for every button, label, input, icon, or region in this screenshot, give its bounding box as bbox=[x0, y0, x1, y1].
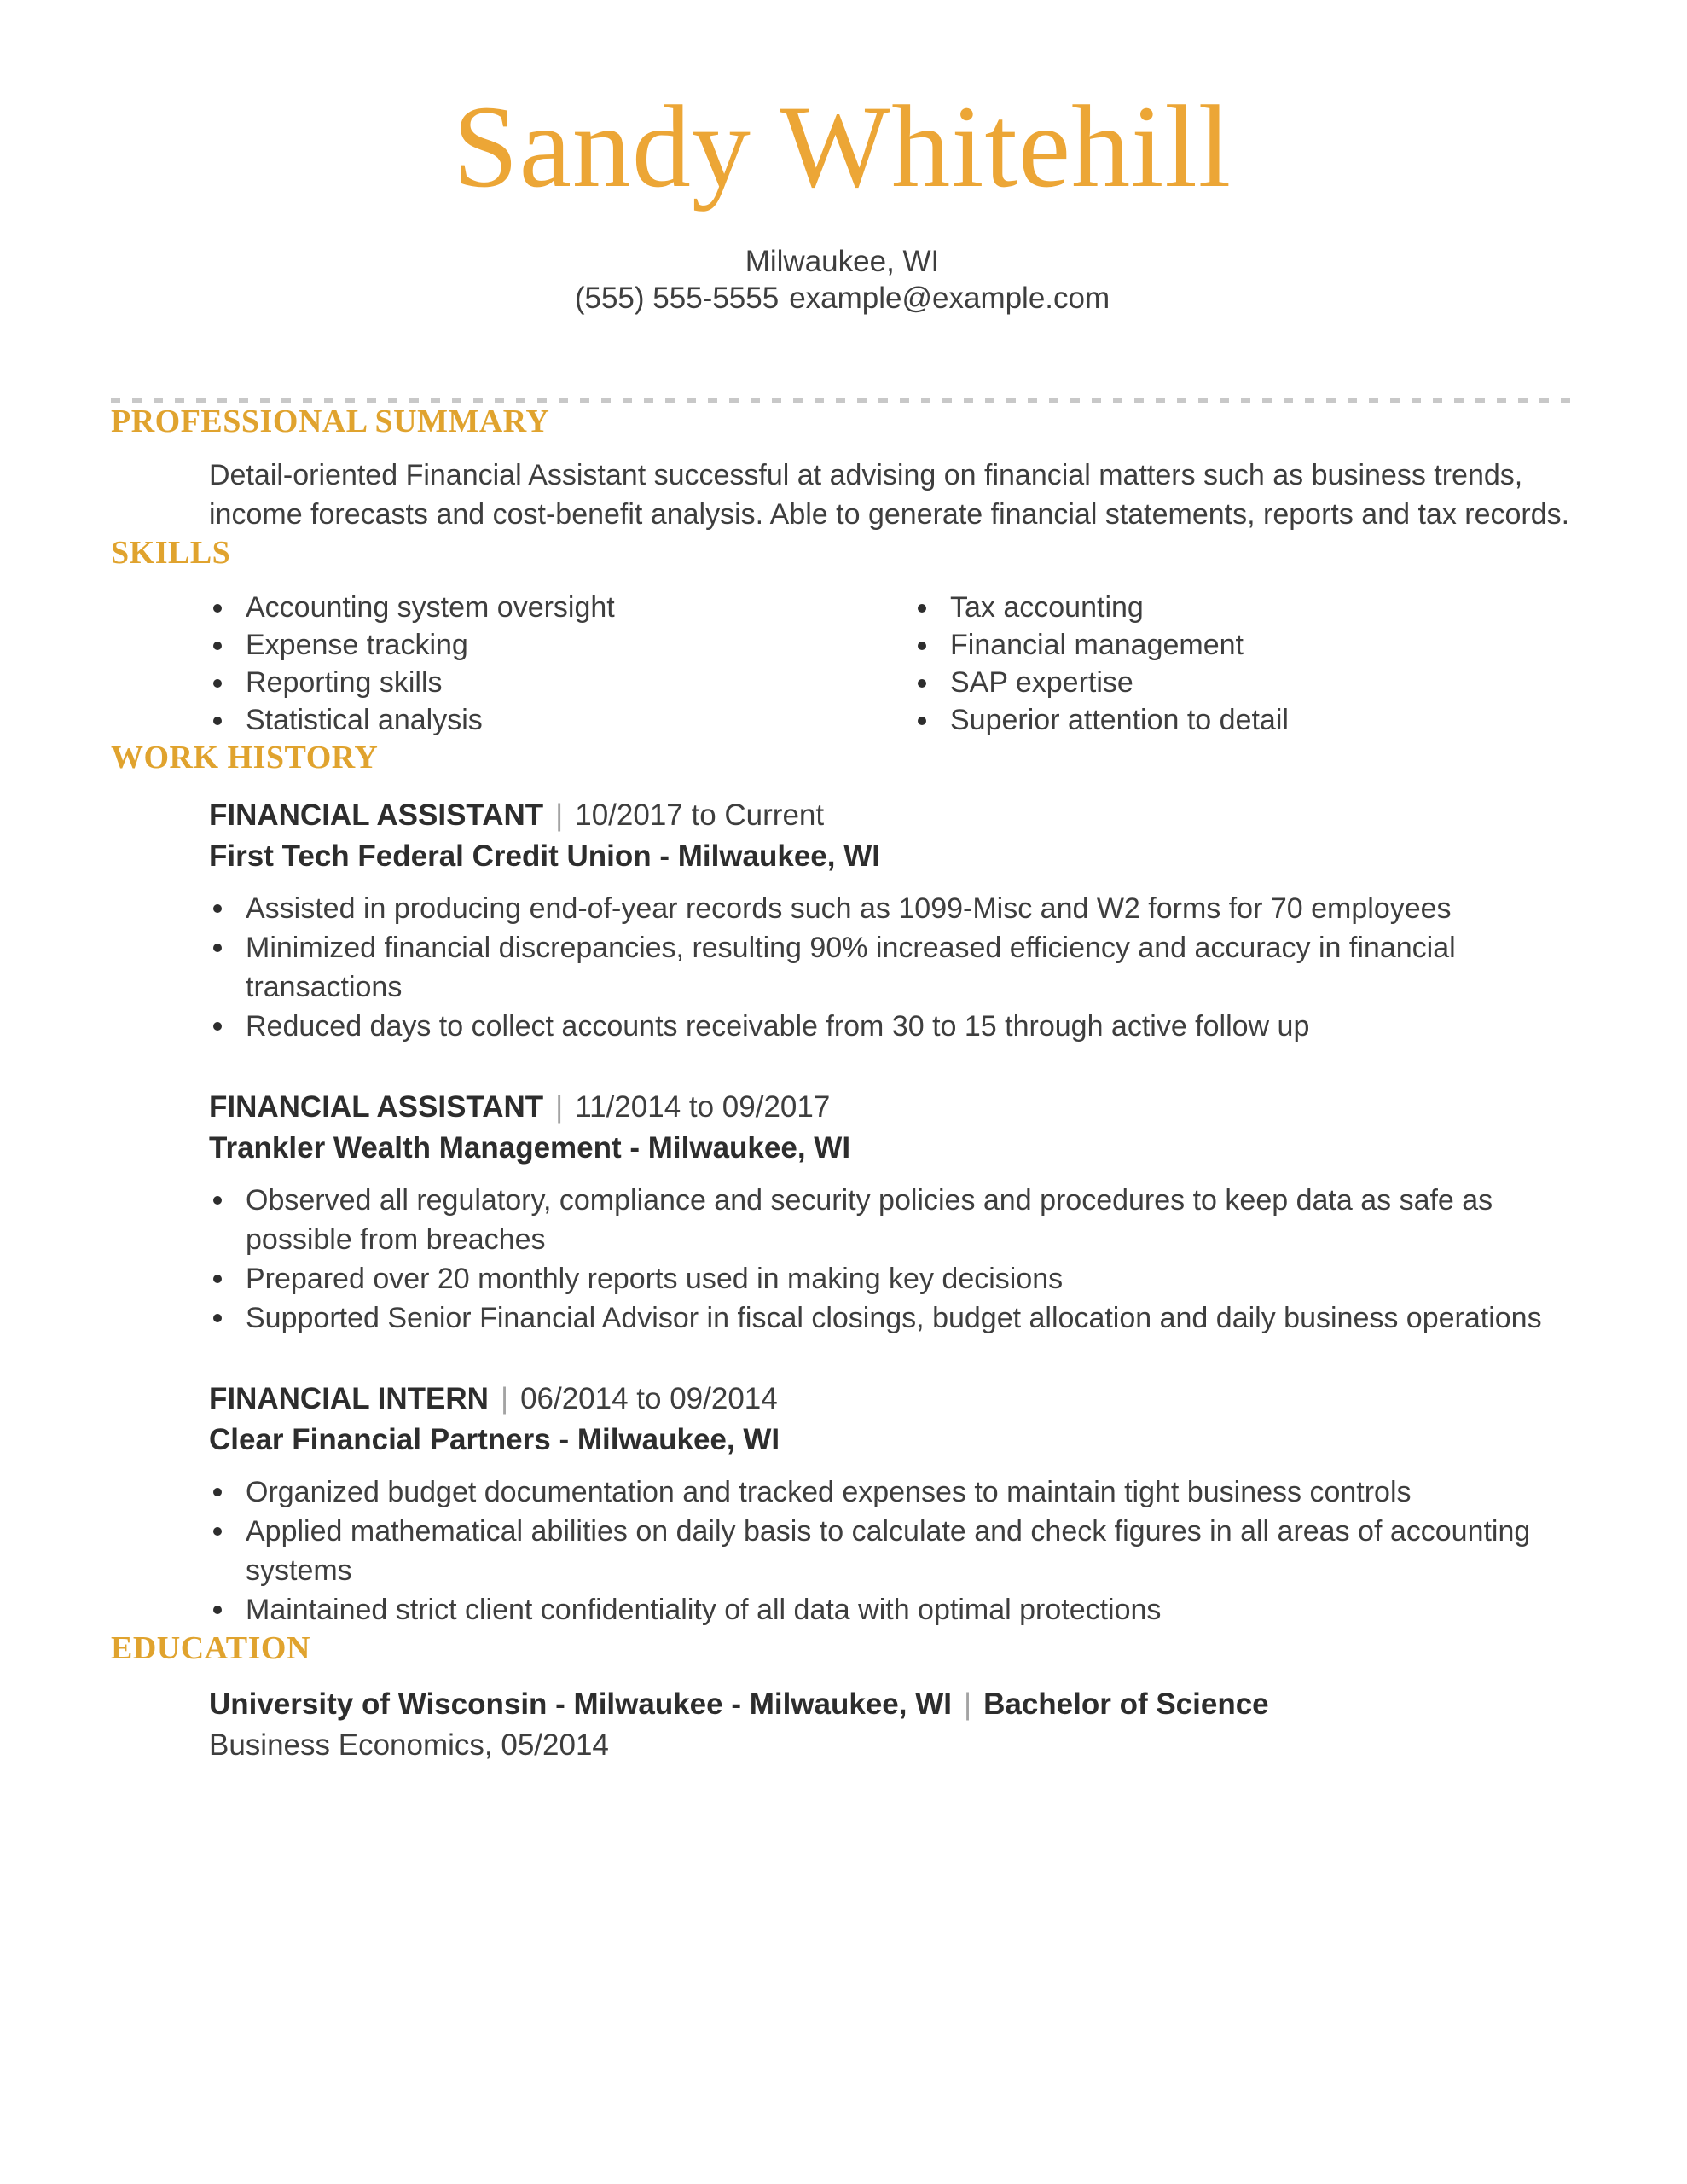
job-title-line bbox=[209, 795, 1574, 836]
skill-item: SAP expertise bbox=[913, 664, 1574, 701]
job-bullet: Prepared over 20 monthly reports used in making key decisions bbox=[209, 1259, 1574, 1298]
education-degree: Bachelor of Science bbox=[983, 1687, 1269, 1721]
job-bullet: Organized budget documentation and tracked expenses to maintain tight business controls bbox=[209, 1472, 1574, 1512]
job-dates: 11/2014 to 09/2017 bbox=[575, 1090, 831, 1124]
job-bullet-list bbox=[209, 1181, 1574, 1338]
job-bullet-list bbox=[209, 1472, 1574, 1629]
summary-text: Detail-oriented Financial Assistant successful at advising on financial matters such as business trends, income forecasts and cost-benefit analysis. Able to generate financial statements, reports and tax records. bbox=[209, 459, 1570, 531]
job-role: FINANCIAL INTERN bbox=[209, 1382, 489, 1415]
job-bullet: Maintained strict client confidentiality of all data with optimal protections bbox=[209, 1590, 1574, 1629]
contact-email: example@example.com bbox=[789, 282, 1110, 315]
job-dates: 10/2017 to Current bbox=[575, 799, 825, 832]
job-dates: 06/2014 to 09/2014 bbox=[520, 1382, 778, 1415]
education-entry bbox=[209, 1684, 1574, 1766]
contact-location: Milwaukee, WI bbox=[745, 245, 940, 278]
education-school: University of Wisconsin - Milwaukee - Milwaukee, WI bbox=[209, 1687, 952, 1721]
skills-list-right bbox=[913, 589, 1574, 739]
skill-item: Statistical analysis bbox=[209, 701, 913, 739]
job-role: FINANCIAL ASSISTANT bbox=[209, 1090, 544, 1124]
job-bullet: Supported Senior Financial Advisor in fiscal closings, budget allocation and daily business operations bbox=[209, 1298, 1574, 1338]
job-company: Clear Financial Partners - Milwaukee, WI bbox=[209, 1423, 780, 1456]
skill-item: Expense tracking bbox=[209, 626, 913, 664]
job-bullet: Minimized financial discrepancies, resulting 90% increased efficiency and accuracy in financial transactions bbox=[209, 928, 1574, 1007]
skills-list-left bbox=[209, 589, 913, 739]
skill-item: Accounting system oversight bbox=[209, 589, 913, 626]
job-bullet: Applied mathematical abilities on daily basis to calculate and check figures in all areas of accounting systems bbox=[209, 1512, 1574, 1590]
job-title-line bbox=[209, 1379, 1574, 1420]
job-bullet: Reduced days to collect accounts receivable from 30 to 15 through active follow up bbox=[209, 1007, 1574, 1046]
skill-item: Tax accounting bbox=[913, 589, 1574, 626]
pipe-separator: | bbox=[555, 799, 564, 832]
job-bullet: Observed all regulatory, compliance and security policies and procedures to keep data as safe as possible from breaches bbox=[209, 1181, 1574, 1259]
contact-block bbox=[111, 243, 1574, 317]
job-bullet-list bbox=[209, 889, 1574, 1046]
pipe-separator: | bbox=[555, 1090, 564, 1124]
job-entry bbox=[209, 1087, 1574, 1338]
section-heading-skills: SKILLS bbox=[111, 535, 231, 571]
contact-phone-email bbox=[111, 280, 1574, 317]
job-entry bbox=[209, 1379, 1574, 1629]
pipe-separator: | bbox=[963, 1687, 972, 1721]
section-heading-professional-summary: PROFESSIONAL SUMMARY bbox=[111, 404, 550, 439]
skills-grid bbox=[209, 589, 1574, 739]
contact-phone: (555) 555-5555 bbox=[574, 282, 780, 315]
job-company: First Tech Federal Credit Union - Milwaukee, WI bbox=[209, 839, 880, 873]
job-role: FINANCIAL ASSISTANT bbox=[209, 799, 544, 832]
job-company: Trankler Wealth Management - Milwaukee, WI bbox=[209, 1131, 851, 1165]
education-school-line bbox=[209, 1684, 1574, 1725]
job-title-line bbox=[209, 1087, 1574, 1128]
skill-item: Reporting skills bbox=[209, 664, 913, 701]
pipe-separator: | bbox=[500, 1382, 509, 1415]
job-entry bbox=[209, 795, 1574, 1046]
skill-item: Financial management bbox=[913, 626, 1574, 664]
candidate-name: Sandy Whitehill bbox=[452, 81, 1232, 212]
job-bullet: Assisted in producing end-of-year records such as 1099-Misc and W2 forms for 70 employees bbox=[209, 889, 1574, 928]
skill-item: Superior attention to detail bbox=[913, 701, 1574, 739]
education-detail: Business Economics, 05/2014 bbox=[209, 1728, 609, 1762]
section-heading-work-history: WORK HISTORY bbox=[111, 740, 379, 775]
section-heading-education: EDUCATION bbox=[111, 1630, 310, 1666]
